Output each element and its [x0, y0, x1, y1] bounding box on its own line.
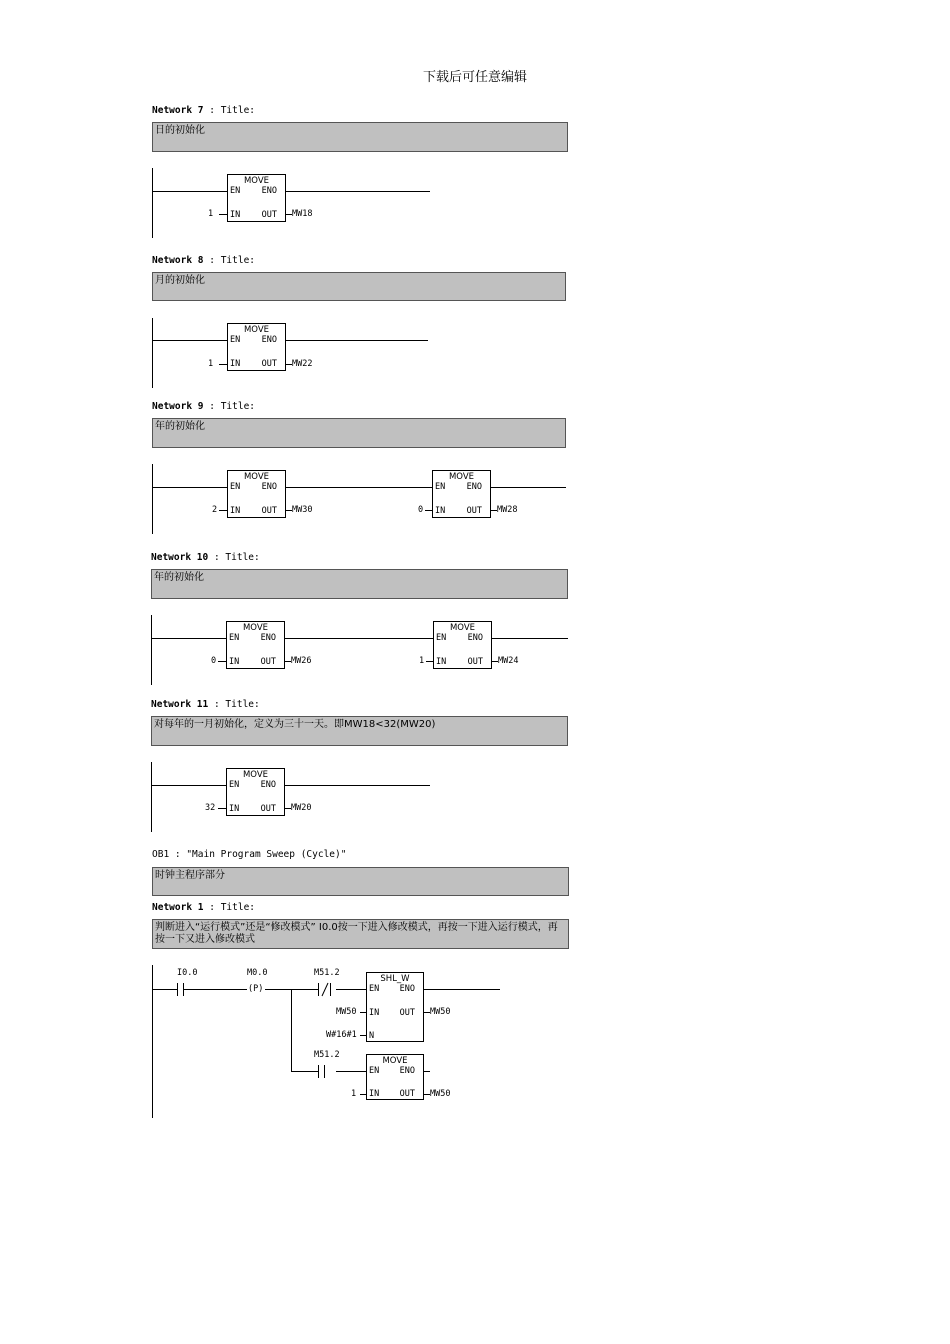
en-pin: EN	[435, 482, 446, 492]
en-pin: EN	[230, 186, 241, 196]
title-word: Title:	[220, 255, 256, 266]
title-word: Title:	[220, 105, 256, 116]
network-7-title: Network 7 : Title:	[152, 105, 256, 116]
title-word: Title:	[220, 902, 256, 913]
network-number: 1	[197, 902, 204, 913]
in-pin: IN	[369, 1089, 380, 1099]
en-pin: EN	[229, 633, 240, 643]
block-name: MOVE	[382, 1056, 408, 1066]
in-pin: IN	[229, 657, 240, 667]
title-word: Title:	[225, 699, 260, 710]
in-value: 0	[211, 656, 217, 666]
network-10-comment: 年的初始化	[151, 569, 568, 599]
eno-pin: ENO	[260, 780, 276, 790]
out-value: MW22	[292, 359, 313, 369]
out-pin: OUT	[399, 1008, 415, 1018]
en-pin: EN	[436, 633, 447, 643]
network-9-comment: 年的初始化	[152, 418, 566, 448]
block-name: MOVE	[449, 623, 476, 633]
in-value: 2	[212, 505, 218, 515]
move-out-value: MW50	[430, 1089, 451, 1099]
en-pin: EN	[230, 335, 241, 345]
title-word: Title:	[225, 552, 260, 563]
in-value: 1	[419, 656, 425, 666]
contact-label-i00: I0.0	[177, 968, 198, 978]
in-pin: IN	[436, 657, 447, 667]
in-pin: IN	[230, 210, 241, 220]
n-pin: N	[369, 1031, 375, 1041]
network-word: Network	[151, 552, 192, 563]
block-name: MOVE	[243, 176, 270, 186]
contact-label-m00: M0.0	[247, 968, 268, 978]
out-value: MW26	[291, 656, 312, 666]
network-number: 8	[197, 255, 204, 266]
network-word: Network	[152, 105, 193, 116]
out-pin: OUT	[466, 506, 482, 516]
in-pin: IN	[369, 1008, 380, 1018]
block-name: MOVE	[448, 472, 475, 482]
ob1-label: OB1 : "Main Program Sweep (Cycle)"	[152, 849, 347, 860]
eno-pin: ENO	[260, 633, 276, 643]
in-pin: IN	[230, 359, 241, 369]
eno-pin: ENO	[467, 633, 483, 643]
ob1-comment: 时钟主程序部分	[152, 867, 569, 896]
en-pin: EN	[369, 1066, 380, 1076]
network-number: 9	[197, 401, 204, 412]
out-pin: OUT	[261, 359, 277, 369]
en-pin: EN	[230, 482, 241, 492]
network-number: 10	[196, 552, 209, 563]
out-pin: OUT	[261, 210, 277, 220]
move-in-value: 1	[351, 1089, 357, 1099]
en-pin: EN	[229, 780, 240, 790]
out-value: MW30	[292, 505, 313, 515]
network-8-title: Network 8 : Title:	[152, 255, 256, 266]
en-pin: EN	[369, 984, 380, 994]
out-pin: OUT	[260, 657, 276, 667]
network-word: Network	[152, 401, 193, 412]
block-name: MOVE	[243, 472, 270, 482]
contact-label-m512: M51.2	[314, 968, 340, 978]
network-11-title: Network 11 : Title:	[151, 699, 260, 710]
shl-w-block[interactable]	[366, 972, 424, 1042]
positive-edge-coil: (P)	[248, 984, 264, 994]
move-block[interactable]	[366, 1054, 424, 1100]
in-value: 0	[418, 505, 424, 515]
eno-pin: ENO	[399, 984, 415, 994]
network-10-title: Network 10 : Title:	[151, 552, 260, 563]
out-value: MW28	[497, 505, 518, 515]
shl-out-value: MW50	[430, 1007, 451, 1017]
contact-label-m512-branch: M51.2	[314, 1050, 340, 1060]
shl-in-value: MW50	[336, 1007, 357, 1017]
in-value: 32	[205, 803, 216, 813]
block-name: SHL_W	[380, 974, 410, 984]
coil-p-label: P	[253, 984, 259, 994]
block-name: MOVE	[242, 623, 269, 633]
page-header: 下载后可任意编辑	[422, 70, 527, 85]
in-value: 1	[208, 359, 214, 369]
out-pin: OUT	[399, 1089, 415, 1099]
out-pin: OUT	[261, 506, 277, 516]
network-1-title: Network 1 : Title:	[152, 902, 256, 913]
eno-pin: ENO	[261, 482, 277, 492]
eno-pin: ENO	[261, 335, 277, 345]
out-value: MW18	[292, 209, 313, 219]
in-pin: IN	[229, 804, 240, 814]
network-word: Network	[151, 699, 192, 710]
eno-pin: ENO	[399, 1066, 415, 1076]
network-7-comment: 日的初始化	[152, 122, 568, 152]
out-pin: OUT	[467, 657, 483, 667]
network-word: Network	[152, 902, 193, 913]
network-1-comment: 判断进入“运行模式”还是“修改模式” I0.0按一下进入修改模式，再按一下进入运行模式，再按一下又进入修改模式	[152, 919, 569, 949]
block-name: MOVE	[243, 325, 270, 335]
title-word: Title:	[220, 401, 256, 412]
network-number: 11	[196, 699, 209, 710]
network-8-comment: 月的初始化	[152, 272, 566, 301]
eno-pin: ENO	[466, 482, 482, 492]
network-11-comment: 对每年的一月初始化，定义为三十一天。即MW18<32(MW20)	[151, 716, 568, 746]
in-pin: IN	[435, 506, 446, 516]
network-9-title: Network 9 : Title:	[152, 401, 256, 412]
out-value: MW24	[498, 656, 519, 666]
contact-nc-slash	[322, 983, 328, 996]
out-pin: OUT	[260, 804, 276, 814]
eno-pin: ENO	[261, 186, 277, 196]
network-word: Network	[152, 255, 193, 266]
network-number: 7	[197, 105, 204, 116]
shl-n-value: W#16#1	[326, 1030, 357, 1040]
in-value: 1	[208, 209, 214, 219]
block-name: MOVE	[242, 770, 269, 780]
in-pin: IN	[230, 506, 241, 516]
out-value: MW20	[291, 803, 312, 813]
